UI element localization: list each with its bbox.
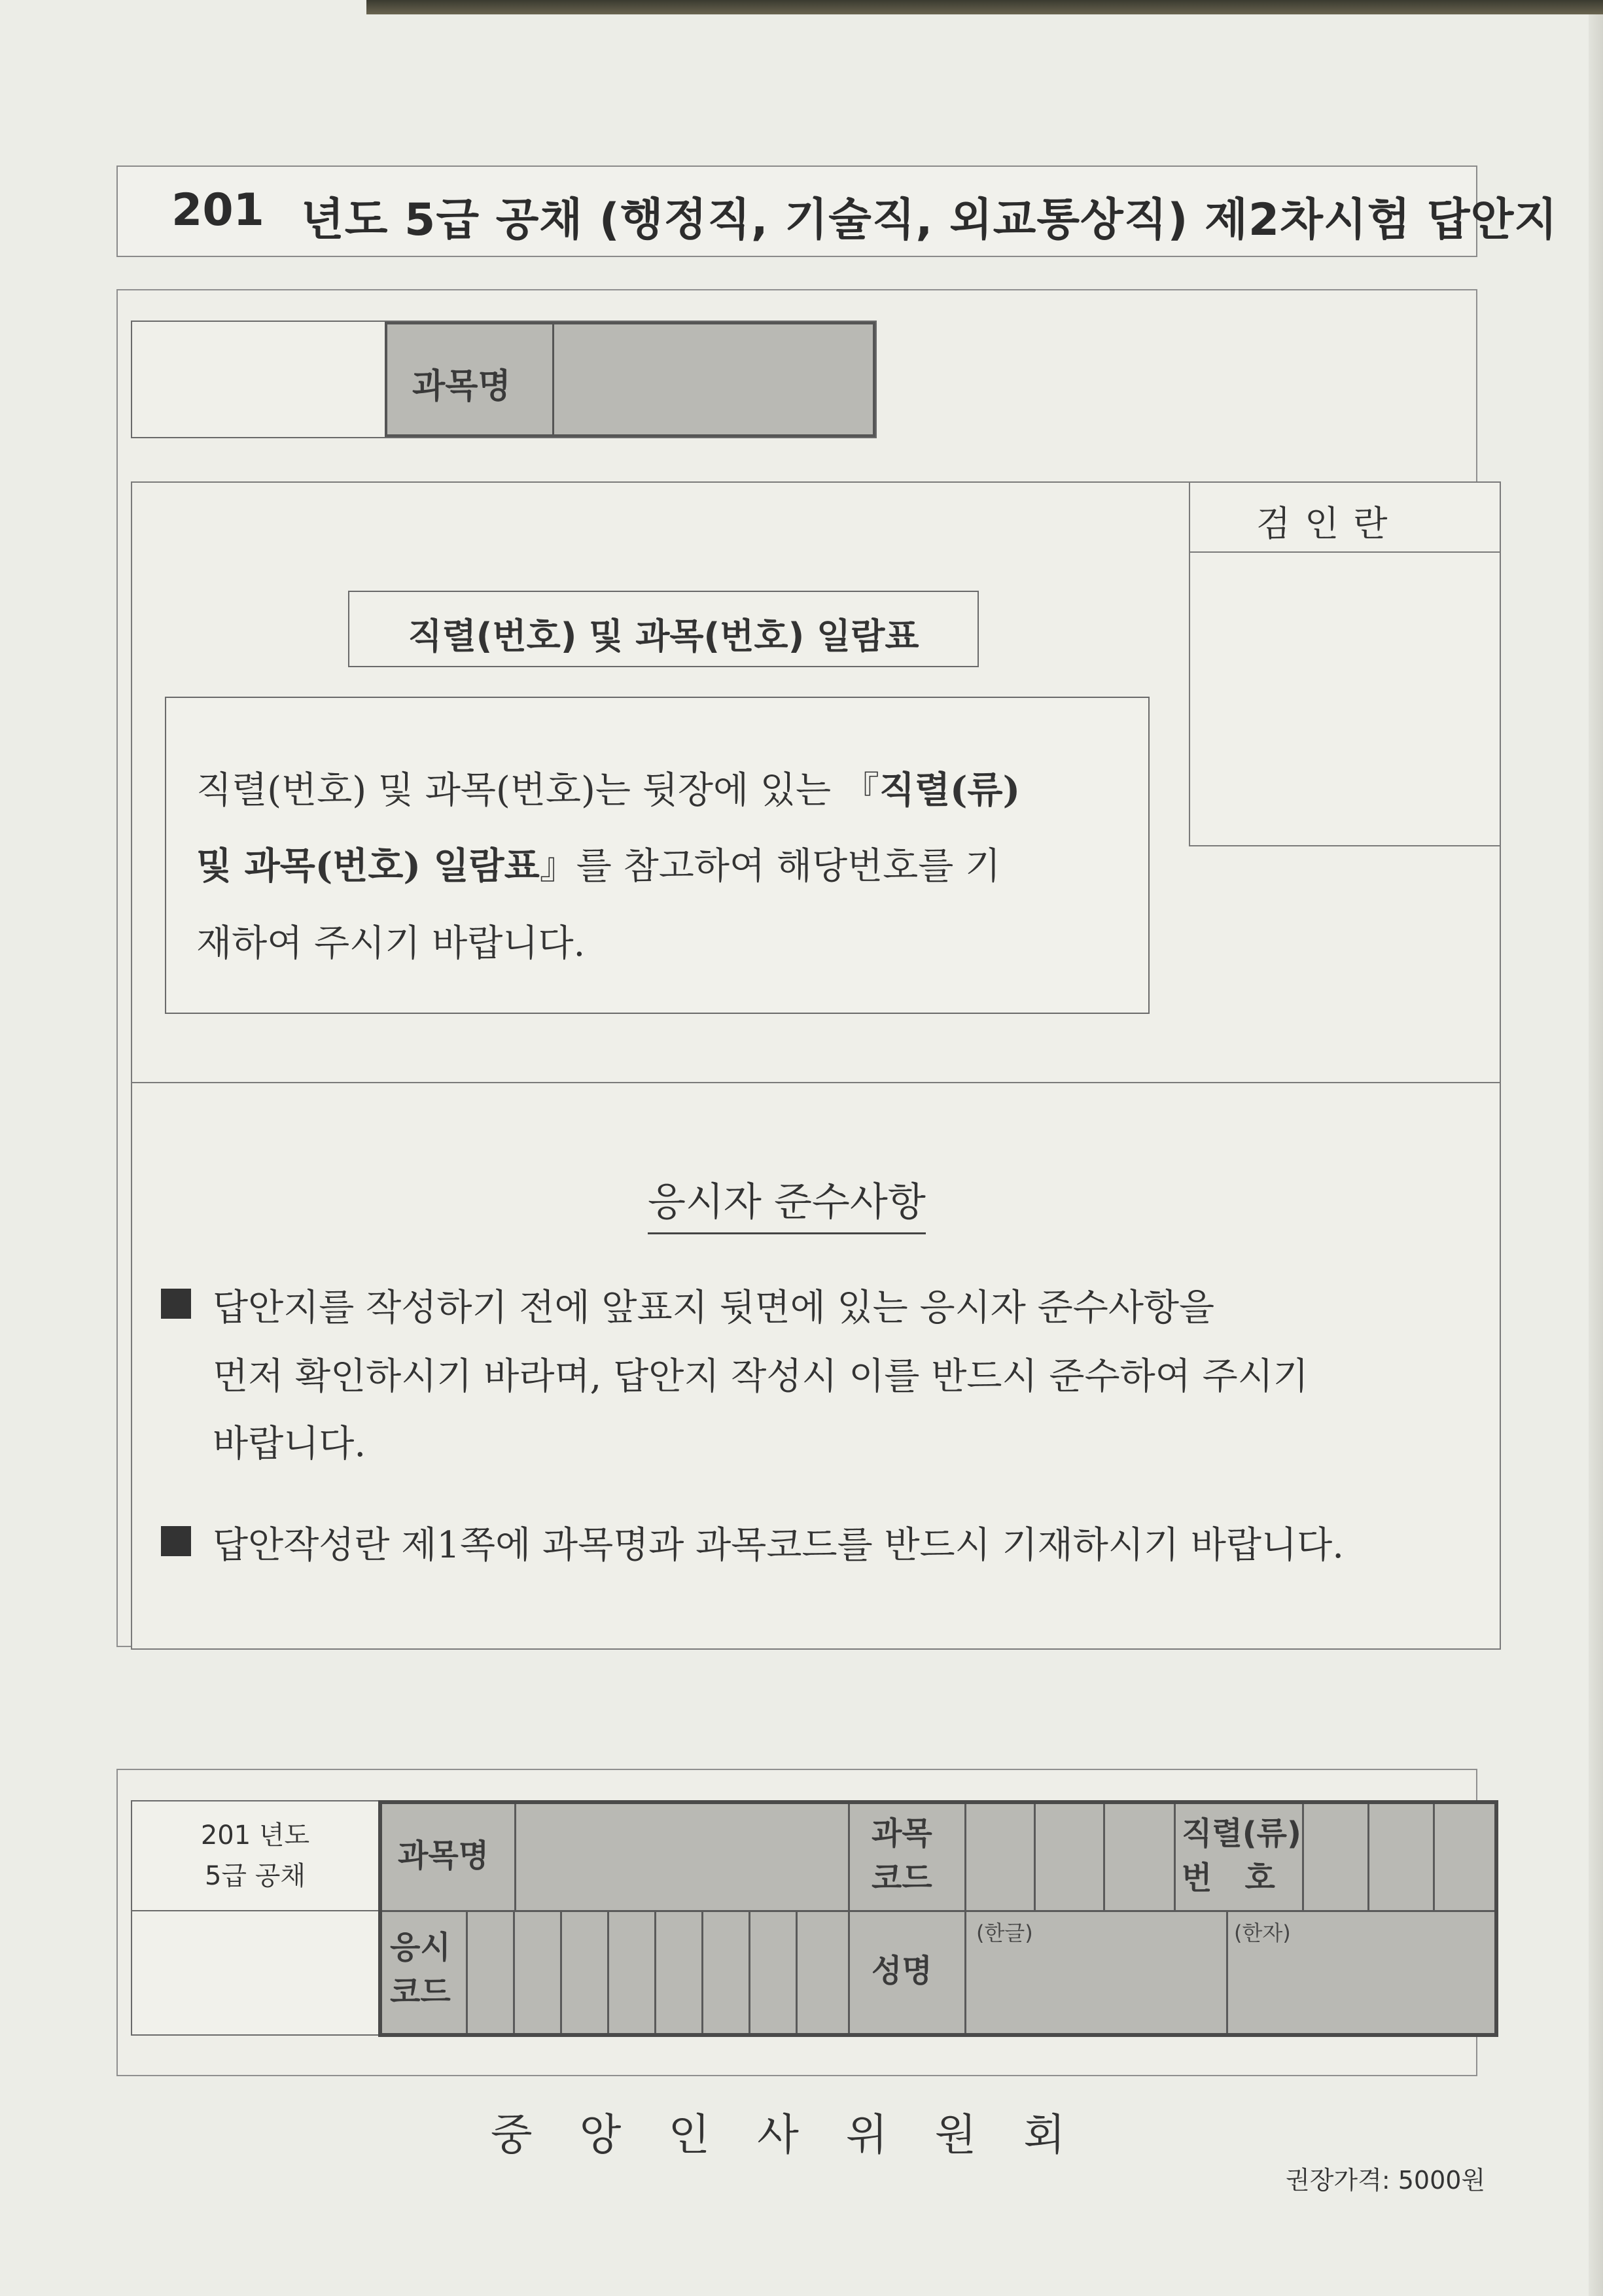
form-subject-name-label: 과목명	[398, 1837, 489, 1874]
subject-name-label: 과목명	[412, 367, 511, 406]
form-hanja-label: (한자)	[1234, 1921, 1291, 1945]
top-edge-strip	[366, 0, 1603, 14]
title-year: 201	[171, 184, 264, 236]
rule-1-line-2: 먼저 확인하시기 바라며, 답안지 작성시 이를 반드시 준수하여 주시기	[213, 1355, 1309, 1398]
form-name-label: 성명	[872, 1953, 932, 1989]
code-notice-line-1-text: 직렬(번호) 및 과목(번호)는 뒷장에 있는 『	[196, 769, 879, 812]
grid-line	[1433, 1804, 1435, 1910]
grid-line	[1174, 1804, 1176, 1910]
stamp-divider	[1189, 551, 1501, 553]
grid-line	[560, 1910, 562, 2033]
page-title: 년도 5급 공채 (행정직, 기술직, 외교통상직) 제2차시험 답안지	[301, 194, 1558, 246]
square-bullet-icon	[161, 1526, 191, 1556]
code-notice-line-2-bold: 및 과목(번호) 일람표	[196, 844, 540, 888]
form-applicant-code-label-2: 코드	[390, 1974, 451, 2010]
form-subject-code-label-2: 코드	[872, 1860, 932, 1896]
grid-line	[1302, 1804, 1304, 1910]
right-edge-shade	[1589, 14, 1603, 2296]
code-notice-line-1	[196, 761, 1020, 814]
grid-line	[1034, 1804, 1036, 1910]
form-grid	[378, 1800, 1498, 2037]
name-hanja-input[interactable]	[1228, 1912, 1494, 2033]
grid-line	[749, 1910, 750, 2033]
form-year: 201 년도	[200, 1820, 310, 1851]
form-subject-code-label-1: 과목	[872, 1815, 932, 1852]
grid-line	[1367, 1804, 1369, 1910]
grid-line	[513, 1910, 515, 2033]
committee-name: 중앙인사위원회	[490, 2110, 1113, 2160]
form-series-label-2: 번 호	[1182, 1860, 1275, 1896]
grid-line	[701, 1910, 703, 2033]
code-notice-line-3: 재하여 주시기 바랍니다.	[196, 922, 586, 965]
grid-line	[848, 1804, 850, 2033]
form-applicant-code-label-1: 응시	[390, 1929, 451, 1966]
stamp-label: 검인란	[1256, 503, 1402, 544]
form-series-label-1: 직렬(류)	[1182, 1815, 1301, 1852]
code-notice-line-1-bold: 직렬(류)	[879, 769, 1021, 812]
subject-name-divider	[552, 322, 554, 437]
square-bullet-icon	[161, 1289, 191, 1319]
rules-title: 응시자 준수사항	[648, 1171, 926, 1234]
subject-name-input[interactable]	[516, 1804, 847, 1909]
grid-line	[654, 1910, 656, 2033]
form-left-divider	[131, 1910, 379, 1911]
grid-line	[796, 1910, 798, 2033]
rule-2-line-1: 답안작성란 제1쪽에 과목명과 과목코드를 반드시 기재하시기 바랍니다.	[213, 1524, 1345, 1567]
form-exam-type: 5급 공채	[204, 1861, 306, 1891]
grid-line	[607, 1910, 609, 2033]
price-label: 권장가격: 5000원	[1286, 2166, 1486, 2195]
code-notice-line-2-text: 』를 참고하여 해당번호를 기	[539, 845, 1001, 888]
notice-divider	[131, 1082, 1501, 1083]
grid-line	[1103, 1804, 1105, 1910]
form-hangul-label: (한글)	[976, 1921, 1033, 1945]
code-table-title: 직렬(번호) 및 과목(번호) 일람표	[408, 616, 919, 657]
rule-1-line-3: 바랍니다.	[213, 1423, 366, 1465]
name-hangul-input[interactable]	[966, 1912, 1225, 2033]
grid-line	[466, 1910, 468, 2033]
rule-1-line-1: 답안지를 작성하기 전에 앞표지 뒷면에 있는 응시자 준수사항을	[213, 1287, 1215, 1329]
code-notice-line-2	[196, 837, 1000, 890]
